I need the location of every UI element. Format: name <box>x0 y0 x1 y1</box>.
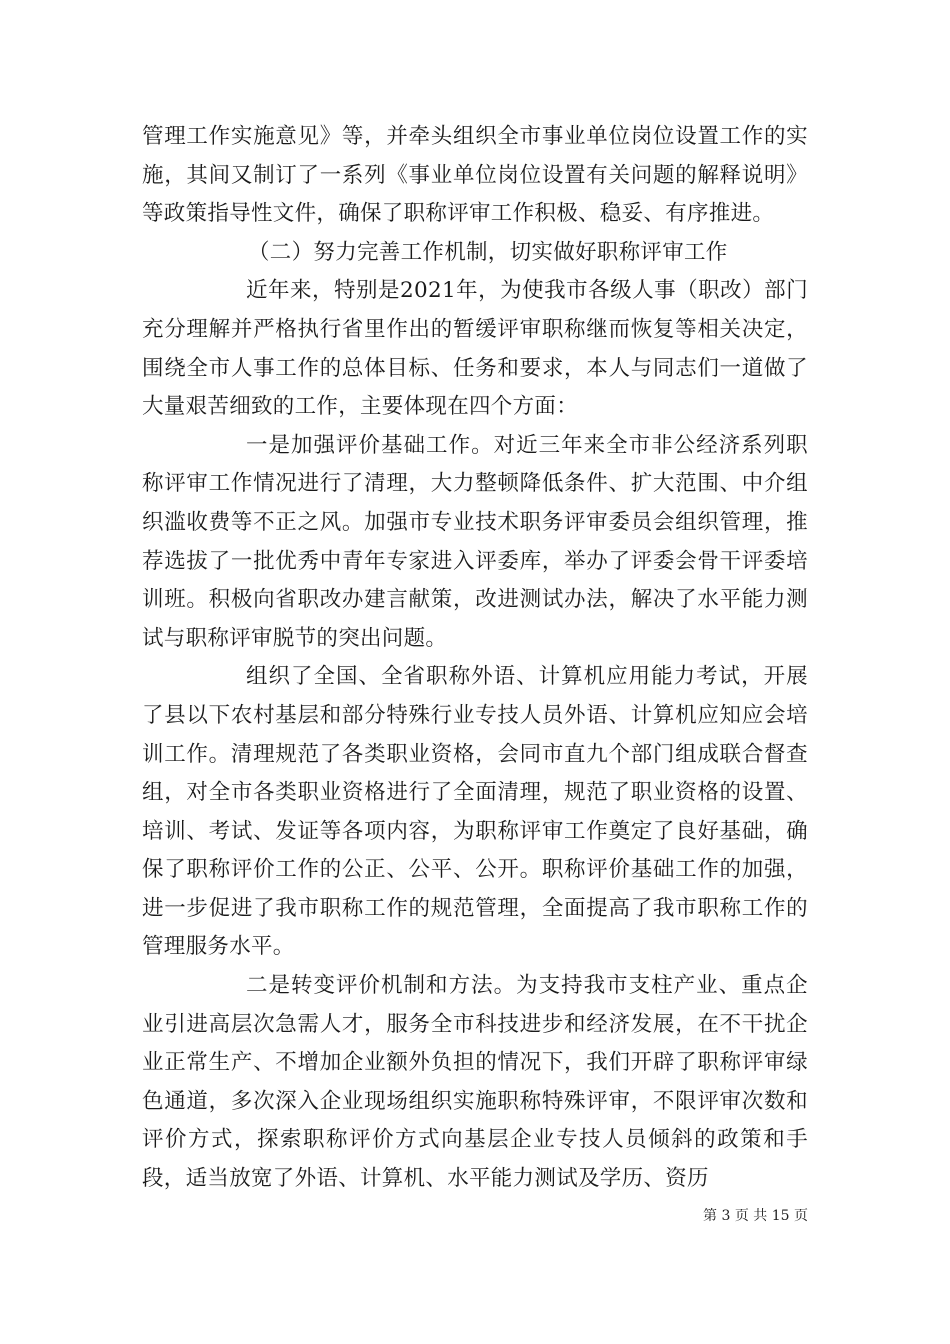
paragraph-point-two: 二是转变评价机制和方法。为支持我市支柱产业、重点企业引进高层次急需人才，服务全市科技进步和经济发展，在不干扰企业正常生产、不增加企业额外负担的情况下，我们开辟了职称评审绿色通道，多次深入企业现场组织实施职称特殊评审，不限评审次数和评价方式，探索职称评价方式向基层企业专技人员倾斜的政策和手段，适当放宽了外语、计算机、水平能力测试及学历、资历 <box>142 973 808 1192</box>
document-body <box>142 118 808 1199</box>
paragraph-intro: 近年来，特别是2021年，为使我市各级人事（职改）部门充分理解并严格执行省里作出的暂缓评审职称继而恢复等相关决定，围绕全市人事工作的总体目标、任务和要求，本人与同志们一道做了大量艰苦细致的工作，主要体现在四个方面： <box>142 278 808 420</box>
paragraph-exams: 组织了全国、全省职称外语、计算机应用能力考试，开展了县以下农村基层和部分特殊行业专技人员外语、计算机应知应会培训工作。清理规范了各类职业资格，会同市直九个部门组成联合督查组，对全市各类职业资格进行了全面清理，规范了职业资格的设置、培训、考试、发证等各项内容，为职称评审工作奠定了良好基础，确保了职称评价工作的公正、公平、公开。职称评价基础工作的加强，进一步促进了我市职称工作的规范管理，全面提高了我市职称工作的管理服务水平。 <box>142 664 808 960</box>
paragraph-continued: 管理工作实施意见》等，并牵头组织全市事业单位岗位设置工作的实施，其间又制订了一系列《事业单位岗位设置有关问题的解释说明》等政策指导性文件，确保了职称评审工作积极、稳妥、有序推进。 <box>142 124 808 227</box>
section-heading: （二）努力完善工作机制，切实做好职称评审工作 <box>248 239 728 265</box>
paragraph-point-one: 一是加强评价基础工作。对近三年来全市非公经济系列职称评审工作情况进行了清理，大力整顿降低条件、扩大范围、中介组织滥收费等不正之风。加强市专业技术职务评审委员会组织管理，推荐选拔了一批优秀中青年专家进入评委库，举办了评委会骨干评委培训班。积极向省职改办建言献策，改进测试办法，解决了水平能力测试与职称评审脱节的突出问题。 <box>142 432 808 651</box>
page-number: 第 3 页 共 15 页 <box>703 1208 808 1224</box>
